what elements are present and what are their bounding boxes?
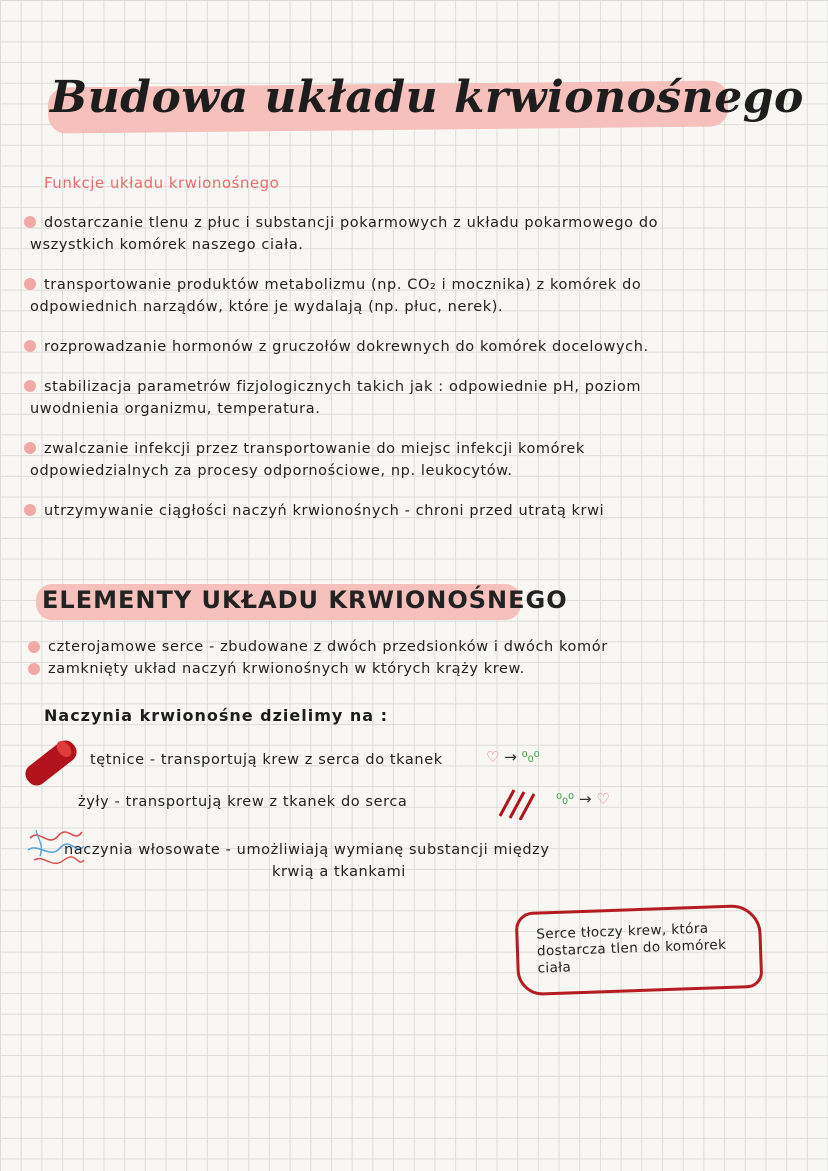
blood-cells-icon: ⁰₀⁰ — [521, 748, 540, 766]
bullet-dot — [28, 663, 40, 675]
list-item — [26, 212, 806, 256]
page-title: Budowa układu krwionośnego — [50, 72, 804, 123]
list-item-line1: utrzymywanie ciągłości naczyń krwionośnych - chroni przed utratą krwi — [44, 503, 605, 519]
list-item-line2: wszystkich komórek naszego ciała. — [30, 237, 304, 253]
list-item — [28, 636, 808, 658]
vessel-desc-line2: krwią a tkankami — [272, 864, 406, 880]
elements-list — [28, 636, 808, 680]
heart-icon: ♡ — [486, 748, 500, 766]
list-item-line2: uwodnienia organizmu, temperatura. — [30, 401, 321, 417]
vessel-row-arteries — [90, 752, 443, 768]
list-item-line1: stabilizacja parametrów fizjologicznych takich jak : odpowiednie pH, poziom — [44, 379, 642, 395]
vessel-row-capillaries — [64, 842, 550, 858]
vessels-heading: Naczynia krwionośne dzielimy na : — [44, 706, 389, 725]
blood-cells-icon: ⁰₀⁰ — [556, 790, 575, 808]
artery-icon — [21, 736, 80, 789]
bullet-dot — [24, 380, 36, 392]
vessel-desc: - transportują krew z serca do tkanek — [149, 752, 443, 768]
vessel-symbol — [486, 748, 540, 766]
section-subtitle: Funkcje układu krwionośnego — [44, 174, 280, 192]
bullet-dot — [24, 340, 36, 352]
list-item-text: zamknięty układ naczyń krwionośnych w których krąży krew. — [48, 661, 525, 677]
list-item-line2: odpowiednich narządów, które je wydalają (np. płuc, nerek). — [30, 299, 504, 315]
bullet-dot — [24, 504, 36, 516]
bullet-dot — [28, 641, 40, 653]
note-text: Serce tłoczy krew, która dostarcza tlen do komórek ciała — [536, 920, 727, 977]
vessel-symbol — [556, 790, 610, 808]
vein-cut-icon — [494, 786, 542, 820]
list-item-line1: dostarczanie tlenu z płuc i substancji pokarmowych z układu pokarmowego do — [44, 215, 659, 231]
vessel-desc: - transportują krew z tkanek do serca — [114, 794, 408, 810]
elements-heading: ELEMENTY UKŁADU KRWIONOŚNEGO — [42, 586, 568, 614]
bullet-dot — [24, 278, 36, 290]
list-item — [26, 274, 806, 318]
list-item-line1: transportowanie produktów metabolizmu (np. CO₂ i mocznika) z komórek do — [44, 277, 642, 293]
arrow-right-icon: → — [578, 790, 592, 808]
list-item-line1: zwalczanie infekcji przez transportowanie do miejsc infekcji komórek — [44, 441, 585, 457]
list-item-text: czterojamowe serce - zbudowane z dwóch przedsionków i dwóch komór — [48, 639, 608, 655]
heart-icon: ♡ — [596, 790, 610, 808]
bullet-dot — [24, 216, 36, 228]
vessel-desc: - umożliwiają wymianę substancji między — [225, 842, 550, 858]
list-item — [26, 500, 806, 522]
bullet-dot — [24, 442, 36, 454]
vessel-row-veins — [78, 794, 407, 810]
functions-list — [26, 212, 806, 540]
list-item — [26, 438, 806, 482]
note-box — [515, 904, 764, 997]
page-title-block — [40, 70, 804, 140]
vessel-name: tętnice — [90, 752, 145, 768]
list-item-line1: rozprowadzanie hormonów z gruczołów dokrewnych do komórek docelowych. — [44, 339, 649, 355]
vessel-name: naczynia włosowate — [64, 842, 221, 858]
list-item — [26, 376, 806, 420]
vessel-name: żyły — [78, 794, 110, 810]
arrow-right-icon: → — [504, 748, 517, 766]
elements-heading-block — [36, 580, 568, 624]
list-item — [26, 336, 806, 358]
list-item-line2: odpowiedzialnych za procesy odpornościowe, np. leukocytów. — [30, 463, 513, 479]
list-item — [28, 658, 808, 680]
